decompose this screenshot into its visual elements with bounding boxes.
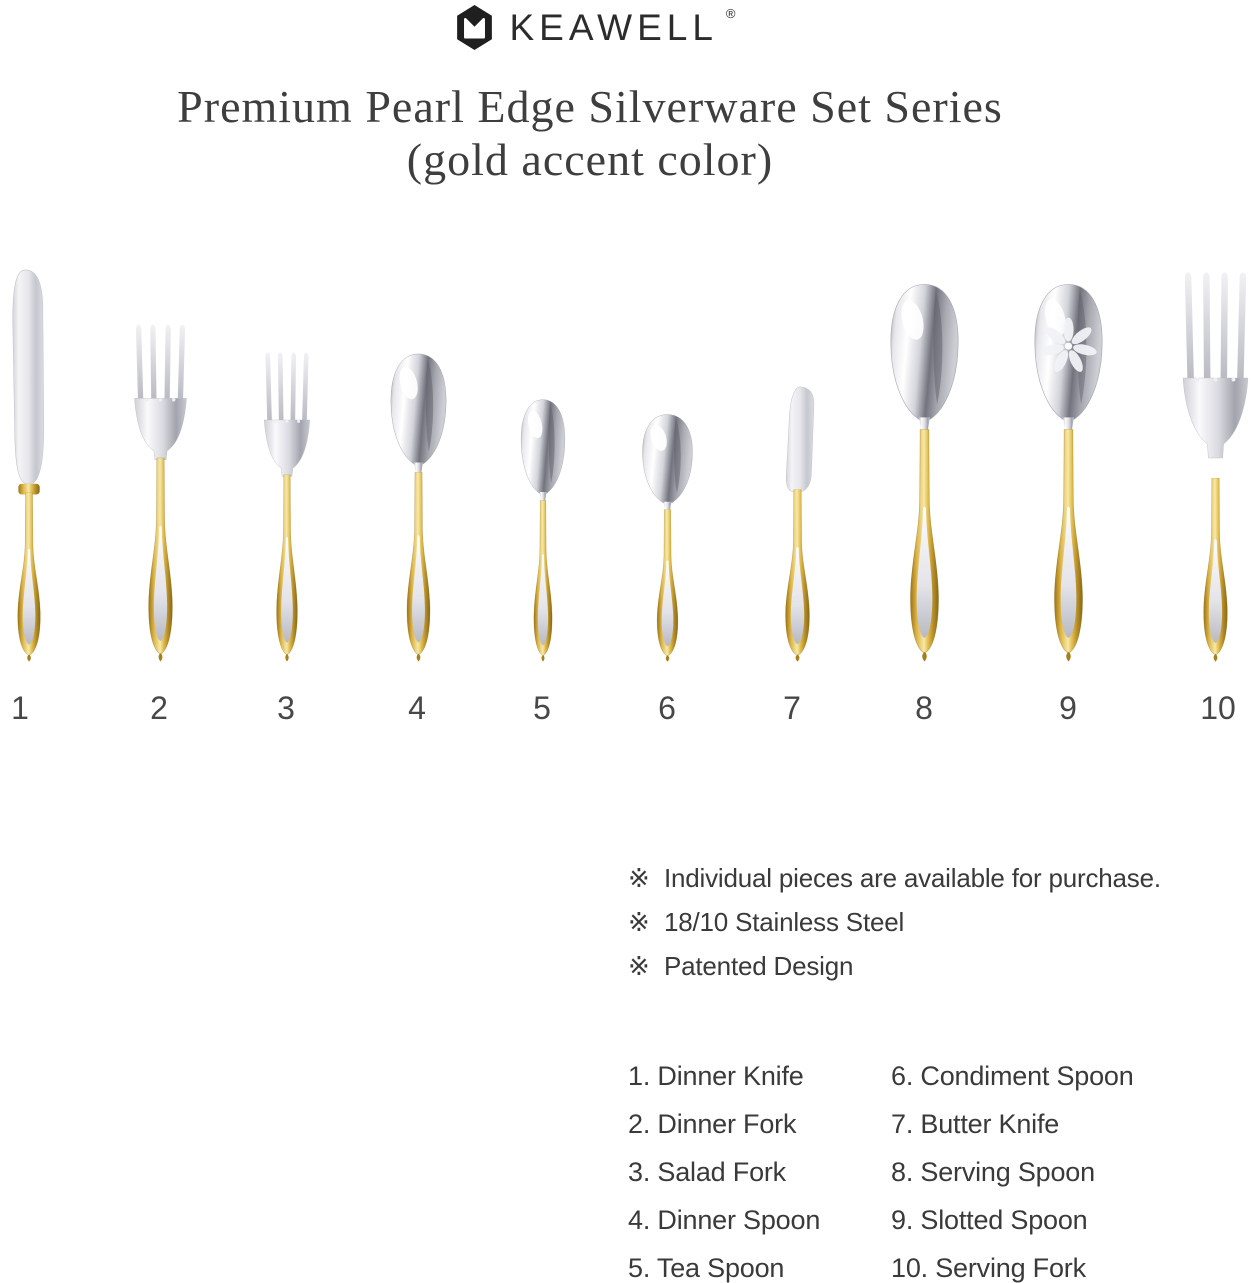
legend-item: 6. Condiment Spoon (891, 1061, 1134, 1091)
note-item (628, 900, 1161, 944)
piece-serving-fork (1180, 268, 1251, 662)
piece-number-9: 9 (1059, 690, 1077, 726)
hexagon-m-logo-icon (454, 4, 495, 51)
piece-number-10: 10 (1200, 690, 1236, 726)
slotted-spoon-illustration (1030, 282, 1107, 662)
reference-mark-icon: ※ (628, 907, 650, 937)
dinner-spoon-illustration (387, 352, 450, 662)
brand-logo (0, 4, 1190, 51)
legend-item: 1. Dinner Knife (628, 1061, 804, 1091)
piece-dinner-spoon (387, 352, 450, 662)
piece-number-5: 5 (533, 690, 551, 726)
piece-serving-spoon (886, 282, 963, 662)
reference-mark-icon: ※ (628, 863, 650, 893)
note-text: Patented Design (664, 951, 854, 981)
legend-column-1 (628, 1052, 820, 1283)
note-item (628, 856, 1161, 900)
piece-number-7: 7 (783, 690, 801, 726)
product-notes (628, 856, 1161, 988)
reference-mark-icon: ※ (628, 951, 650, 981)
condiment-spoon-illustration (639, 413, 696, 662)
legend-column-2 (891, 1052, 1134, 1283)
piece-butter-knife (775, 386, 820, 662)
legend-item: 8. Serving Spoon (891, 1157, 1095, 1187)
dinner-knife-illustration (1, 268, 59, 662)
legend-item: 10. Serving Fork (891, 1253, 1086, 1283)
serving-spoon-illustration (886, 282, 963, 662)
note-text: Individual pieces are available for purchase. (664, 863, 1161, 893)
dinner-fork-illustration (132, 321, 189, 662)
legend-item: 7. Butter Knife (891, 1109, 1060, 1139)
piece-number-2: 2 (150, 690, 168, 726)
legend-item: 5. Tea Spoon (628, 1253, 785, 1283)
piece-condiment-spoon (639, 413, 696, 662)
piece-tea-spoon (518, 398, 568, 662)
product-title-line2: (gold accent color) (406, 134, 774, 185)
legend-item: 2. Dinner Fork (628, 1109, 797, 1139)
piece-salad-fork (262, 349, 312, 662)
note-text: 18/10 Stainless Steel (664, 907, 905, 937)
piece-slotted-spoon (1030, 282, 1107, 662)
serving-fork-illustration (1180, 268, 1251, 662)
piece-number-8: 8 (915, 690, 933, 726)
piece-number-1: 1 (11, 690, 29, 726)
legend-item: 3. Salad Fork (628, 1157, 786, 1187)
tea-spoon-illustration (518, 398, 568, 662)
note-item (628, 944, 1161, 988)
legend-item: 9. Slotted Spoon (891, 1205, 1088, 1235)
piece-dinner-fork (132, 321, 189, 662)
salad-fork-illustration (262, 349, 312, 662)
brand-name: KEAWELL (509, 6, 718, 48)
piece-dinner-knife (1, 268, 59, 662)
legend-item: 4. Dinner Spoon (628, 1205, 821, 1235)
product-title-line1: Premium Pearl Edge Silverware Set Series (177, 81, 1003, 132)
piece-number-6: 6 (658, 690, 676, 726)
product-title (0, 80, 1180, 186)
piece-number-4: 4 (408, 690, 426, 726)
piece-number-3: 3 (277, 690, 295, 726)
registered-mark: ® (725, 6, 736, 21)
butter-knife-illustration (775, 386, 820, 662)
